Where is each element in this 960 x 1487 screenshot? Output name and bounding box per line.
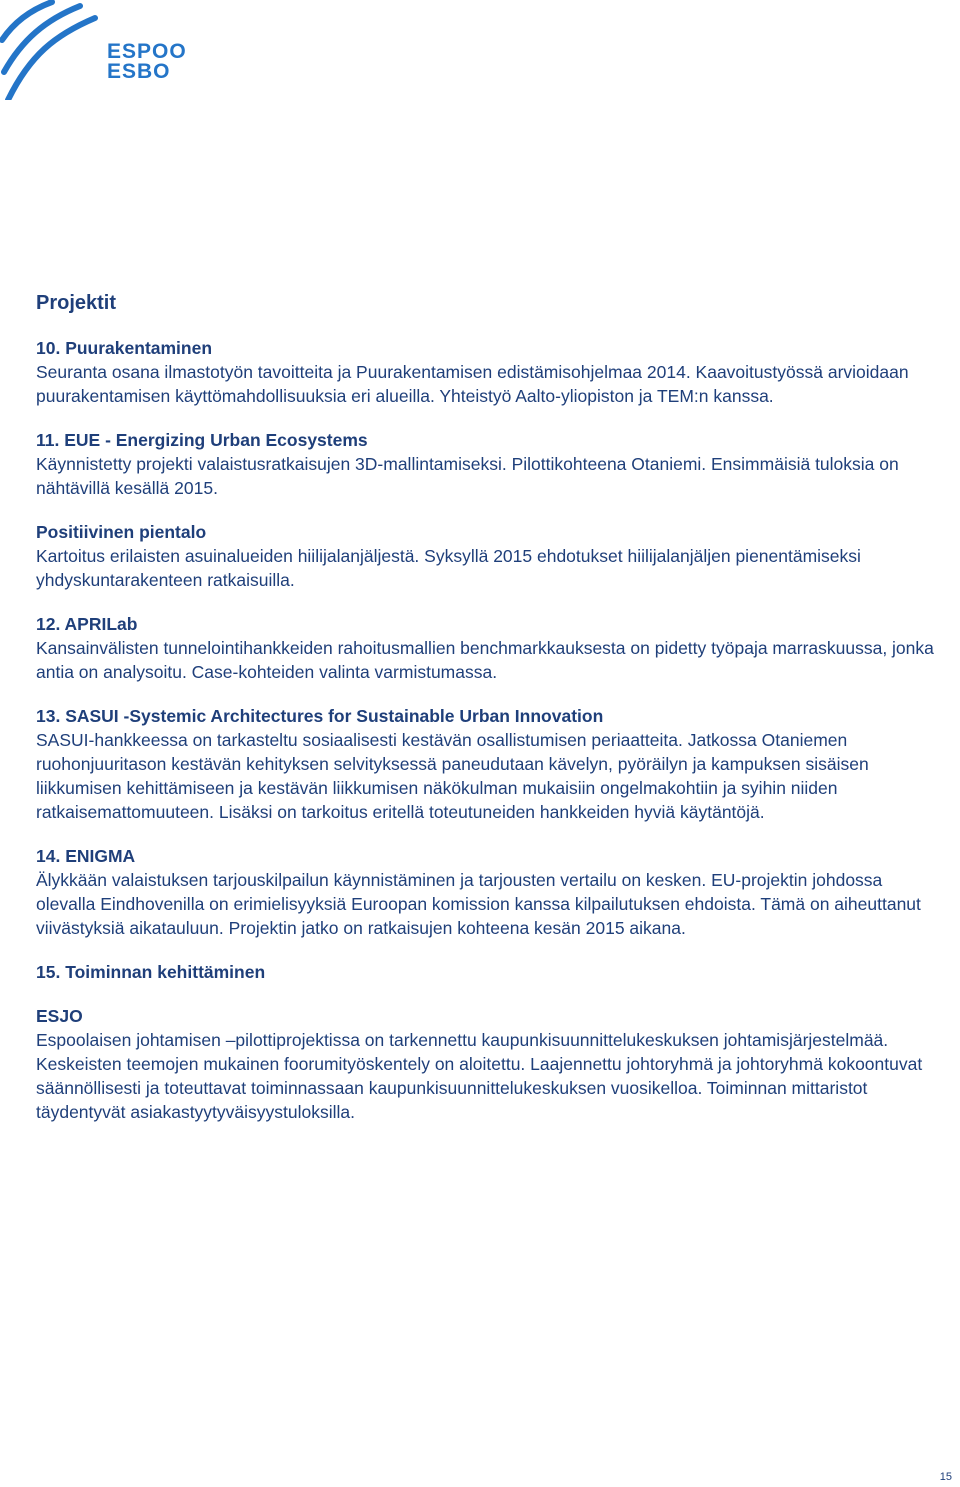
section-title: Positiivinen pientalo bbox=[36, 522, 207, 542]
section-title: 10. Puurakentaminen bbox=[36, 338, 213, 358]
section-body: SASUI-hankkeessa on tarkasteltu sosiaalisesti kestävän osallistumisen periaatteita. Jatkossa Otaniemen ruohonjuuritason kestävän kehityksen selvityksessä paneudutaan kävelyn, pyöräilyn ja kampuksen sisäisen liikkumisen kehittämiseen ja kestävän liikkumisen näkökulman mukaisiin ongelmakohtiin ja syihin niiden ratkaisemattomuuteen. Lisäksi on tarkoitus eritellä toteutuneiden hankkeiden hyviä käytäntöjä. bbox=[36, 730, 869, 822]
section-eue bbox=[36, 428, 936, 500]
section-title: 13. SASUI -Systemic Architectures for Sustainable Urban Innovation bbox=[36, 706, 604, 726]
espoo-esbo-logo bbox=[0, 0, 200, 100]
section-title: 12. APRILab bbox=[36, 614, 138, 634]
logo-line-2: ESBO bbox=[107, 60, 171, 83]
section-body: Espoolaisen johtamisen –pilottiprojektissa on tarkennettu kaupunkisuunnittelukeskuksen johtamisjärjestelmää. Keskeisten teemojen mukainen foorumityöskentely on aloitettu. Laajennettu johtoryhmä ja johtoryhmä kokoontuvat säännöllisesti ja toteuttavat toiminnassaan kaupunkisuunnittelukeskuksen vuosikelloa. Toiminnan mittaristot täydentyvät asiakastyytyväisyystuloksilla. bbox=[36, 1030, 923, 1122]
section-enigma bbox=[36, 844, 936, 940]
section-body: Kartoitus erilaisten asuinalueiden hiilijalanjäljestä. Syksyllä 2015 ehdotukset hiilijalanjäljen pienentämiseksi yhdyskuntarakenteen ratkaisuilla. bbox=[36, 546, 861, 590]
section-title: 11. EUE - Energizing Urban Ecosystems bbox=[36, 430, 368, 450]
section-body: Älykkään valaistuksen tarjouskilpailun käynnistäminen ja tarjousten vertailu on kesken. EU-projektin johdossa olevalla Eindhovenilla on erimielisyyksiä Euroopan komission kanssa kilpailutuksen ehdoista. Tämä on aiheuttanut viivästyksiä aikatauluun. Projektin jatko on ratkaisujen kohteena kesän 2015 aikana. bbox=[36, 870, 921, 938]
section-title: ESJO bbox=[36, 1006, 83, 1026]
page-title: Projektit bbox=[36, 292, 117, 314]
logo-wordmark bbox=[107, 42, 187, 82]
logo-line-1: ESPOO bbox=[107, 40, 187, 63]
section-body: Seuranta osana ilmastotyön tavoitteita ja Puurakentamisen edistämisohjelmaa 2014. Kaavoitustyössä arvioidaan puurakentamisen käyttömahdollisuuksia eri alueilla. Yhteistyö Aalto-yliopiston ja TEM:n kanssa. bbox=[36, 362, 909, 406]
section-aprilab bbox=[36, 612, 936, 684]
section-positiivinen-pientalo bbox=[36, 520, 936, 592]
section-toiminnan-kehittaminen bbox=[36, 960, 936, 984]
page-number: 15 bbox=[939, 1471, 952, 1483]
section-title: 15. Toiminnan kehittäminen bbox=[36, 962, 266, 982]
document-content bbox=[36, 290, 936, 1144]
section-body: Käynnistetty projekti valaistusratkaisujen 3D-mallintamiseksi. Pilottikohteena Otaniemi. Ensimmäisiä tuloksia on nähtävillä kesällä 2015. bbox=[36, 454, 899, 498]
section-esjo bbox=[36, 1004, 936, 1124]
section-sasui bbox=[36, 704, 936, 824]
section-puurakentaminen bbox=[36, 336, 936, 408]
logo-wave-icon bbox=[0, 0, 110, 100]
section-title: 14. ENIGMA bbox=[36, 846, 136, 866]
section-body: Kansainvälisten tunnelointihankkeiden rahoitusmallien benchmarkkauksesta on pidetty työpaja marraskuussa, jonka antia on analysoitu. Case-kohteiden valinta varmistumassa. bbox=[36, 638, 934, 682]
